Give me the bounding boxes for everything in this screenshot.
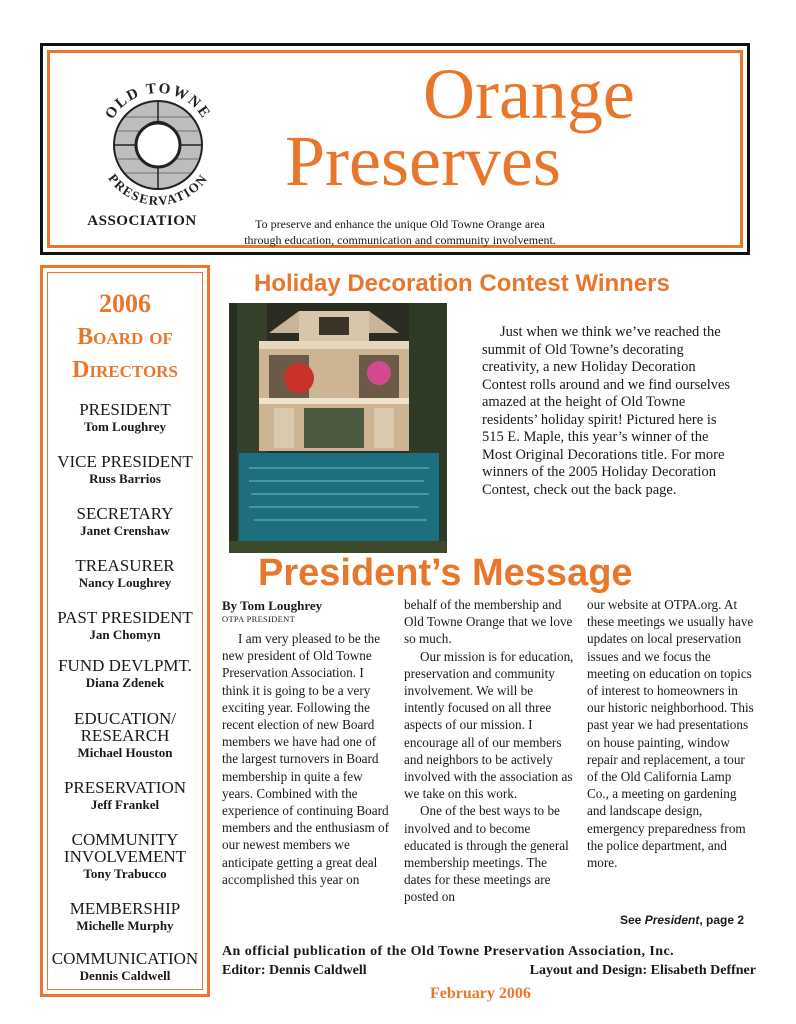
officer-role: MEMBERSHIP bbox=[69, 899, 181, 918]
board-title bbox=[48, 321, 202, 387]
paragraph: I am very pleased to be the new president of Old Towne Preservation Association. I think it is going to be a very exciting year. Following the recent election of new Board members we have had one of the largest turnovers in Board membership in quite a few years. Combined with the experience of continuing Board members and the enthusiasm of our newest members we anticipate getting a great deal accomplished this year on bbox=[222, 631, 390, 887]
officer-name: Jeff Frankel bbox=[90, 797, 160, 812]
presidents-message-heading: President’s Message bbox=[258, 552, 633, 594]
editor-credit: Editor: Dennis Caldwell bbox=[222, 963, 367, 978]
officer-education-research bbox=[48, 710, 202, 761]
officer-role: COMMUNITY bbox=[71, 830, 179, 849]
otpa-logo bbox=[88, 75, 228, 215]
house-photo-image bbox=[229, 303, 447, 553]
officer-role: PRESERVATION bbox=[63, 778, 187, 797]
association-label: ASSOCIATION bbox=[87, 213, 197, 229]
officer-role: FUND DEVLPMT. bbox=[58, 656, 192, 675]
tagline bbox=[220, 216, 580, 248]
masthead-frame bbox=[47, 50, 743, 248]
board-title-line1: Board of bbox=[77, 324, 173, 350]
article-column-1 bbox=[222, 630, 392, 888]
officer-name: Jan Chomyn bbox=[89, 627, 161, 642]
board-title-line2: Directors bbox=[72, 357, 178, 383]
house-photo bbox=[229, 303, 447, 553]
article-column-3 bbox=[587, 596, 755, 871]
officer-role: INVOLVEMENT bbox=[63, 847, 187, 866]
byline: By Tom Loughrey bbox=[222, 598, 323, 613]
officer-name: Michelle Murphy bbox=[76, 918, 174, 933]
officer-role: PRESIDENT bbox=[79, 400, 171, 419]
layout-credit: Layout and Design: Elisabeth Deffner bbox=[529, 963, 756, 978]
officer-name: Diana Zdenek bbox=[85, 675, 165, 690]
continued-on-page-2 bbox=[620, 913, 744, 927]
officer-president bbox=[48, 401, 202, 435]
officer-fund-development bbox=[48, 657, 202, 691]
paragraph: One of the best ways to be involved and to become educated is through the general membership meetings. The dates for these meetings are posted on bbox=[404, 803, 569, 905]
officer-role: RESEARCH bbox=[80, 726, 170, 745]
officer-name: Michael Houston bbox=[77, 745, 173, 760]
see-suffix: , page 2 bbox=[699, 913, 745, 927]
tagline-line2: through education, communication and community involvement. bbox=[244, 233, 556, 247]
officer-role: PAST PRESIDENT bbox=[57, 608, 193, 627]
newsletter-title-line1: Orange bbox=[423, 54, 635, 134]
paragraph: our website at OTPA.org. At these meetings we usually have updates on local preservation issues and we focus the meeting on education on topics of interest to homeowners in our historic neighborhood. This past year we had presentations on house painting, window repair and replacement, a tour of the Old California Lamp Co., a meeting on gardening and landscape design, emergency preparedness from the police department, and more. bbox=[587, 597, 754, 871]
holiday-contest-heading: Holiday Decoration Contest Winners bbox=[254, 270, 670, 297]
issue-date: February 2006 bbox=[430, 985, 531, 1002]
logo-text-bottom: PRESERVATION bbox=[105, 170, 211, 209]
paragraph: behalf of the membership and Old Towne Orange that we love so much. bbox=[404, 597, 573, 647]
officer-name: Dennis Caldwell bbox=[79, 968, 171, 983]
officer-role: COMMUNICATION bbox=[51, 949, 199, 968]
officer-preservation bbox=[48, 779, 202, 813]
officer-name: Nancy Loughrey bbox=[78, 575, 172, 590]
officer-role: TREASURER bbox=[75, 556, 175, 575]
board-sidebar-frame bbox=[47, 272, 203, 990]
tagline-line1: To preserve and enhance the unique Old Towne Orange area bbox=[255, 217, 545, 231]
see-prefix: See bbox=[620, 913, 645, 927]
see-word: President bbox=[644, 913, 700, 927]
officer-treasurer bbox=[48, 557, 202, 591]
officer-name: Janet Crenshaw bbox=[80, 523, 170, 538]
officer-communication bbox=[48, 950, 202, 984]
officer-name: Tony Trabucco bbox=[83, 866, 167, 881]
officer-past-president bbox=[48, 609, 202, 643]
officer-role: SECRETARY bbox=[76, 504, 174, 523]
officer-community-involvement bbox=[48, 831, 202, 882]
newsletter-title-line2: Preserves bbox=[285, 121, 561, 201]
article-column-2 bbox=[404, 596, 574, 906]
officer-membership bbox=[48, 900, 202, 934]
officer-role: VICE PRESIDENT bbox=[57, 452, 193, 471]
officer-name: Tom Loughrey bbox=[84, 419, 166, 434]
officer-role: EDUCATION/ bbox=[74, 709, 176, 728]
board-year: 2006 bbox=[99, 289, 151, 318]
holiday-article-text: Just when we think we’ve reached the summit of Old Towne’s decorating creativity, a new Holiday Decoration Contest rolls around and we find ourselves amazed at the height of Old Towne residents’ holiday spirit! Pictured here is 515 E. Maple, this year’s winner of the Most Original Decorations title. For more winners of the 2005 Holiday Decoration Contest, check out the back page. bbox=[482, 324, 731, 498]
officer-secretary bbox=[48, 505, 202, 539]
logo-text-top: OLD TOWNE bbox=[102, 80, 214, 123]
official-publication-line: An official publication of the Old Towne Preservation Association, Inc. bbox=[222, 944, 675, 959]
board-sidebar bbox=[40, 265, 210, 997]
officer-name: Russ Barrios bbox=[89, 471, 161, 486]
masthead bbox=[40, 43, 750, 255]
byline-role: OTPA PRESIDENT bbox=[222, 614, 296, 624]
officer-vice-president bbox=[48, 453, 202, 487]
paragraph: Our mission is for education, preservation and community involvement. We will be intently focused on all three aspects of our mission. I encourage all of our members and neighbors to be actively involved with the association as we take on this work. bbox=[404, 648, 574, 802]
